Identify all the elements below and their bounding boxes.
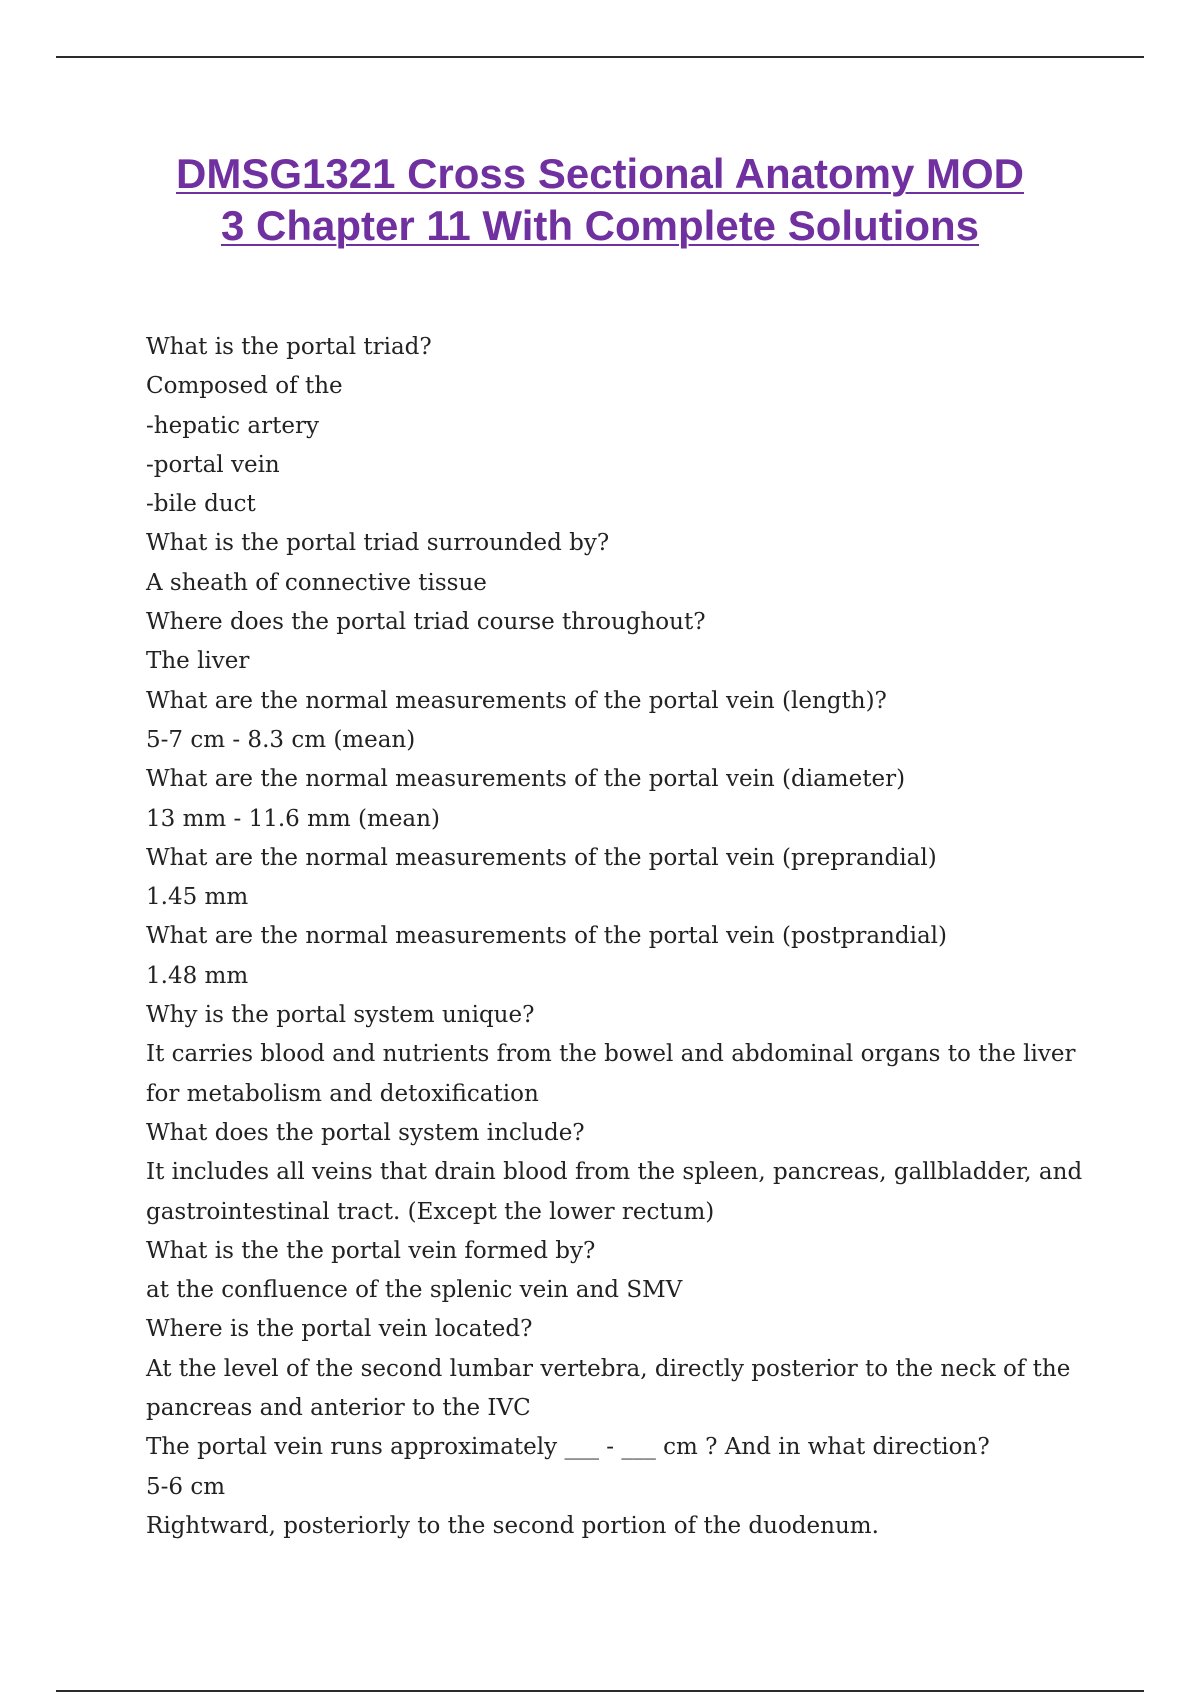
answer-line: Composed of the — [146, 373, 343, 400]
question-line: What is the the portal vein formed by? — [146, 1237, 596, 1264]
question-line: Why is the portal system unique? — [146, 1002, 535, 1029]
question-line: What is the portal triad surrounded by? — [146, 530, 610, 557]
document-title — [120, 148, 1080, 252]
question-line: What does the portal system include? — [146, 1119, 585, 1146]
question-line: What is the portal triad? — [146, 334, 432, 360]
question-line: The portal vein runs approximately ___ - ___ cm ? And in what direction? — [146, 1434, 990, 1461]
answer-line: -portal vein — [146, 451, 280, 478]
answer-line: -hepatic artery — [146, 412, 319, 439]
answer-line: for metabolism and detoxification — [146, 1080, 539, 1107]
bottom-rule — [56, 1690, 1144, 1692]
answer-line: At the level of the second lumbar vertebra, directly posterior to the neck of the — [146, 1355, 1071, 1382]
question-line: Where is the portal vein located? — [146, 1316, 533, 1343]
answer-line: It carries blood and nutrients from the bowel and abdominal organs to the liver — [146, 1041, 1076, 1068]
answer-line: pancreas and anterior to the IVC — [146, 1395, 531, 1422]
top-rule — [56, 56, 1144, 58]
answer-line: 1.45 mm — [146, 884, 249, 911]
question-line: What are the normal measurements of the portal vein (postprandial) — [146, 923, 947, 950]
question-line: What are the normal measurements of the portal vein (diameter) — [146, 766, 906, 793]
answer-line: 5-7 cm - 8.3 cm (mean) — [146, 726, 416, 753]
answer-line: 13 mm - 11.6 mm (mean) — [146, 805, 440, 832]
question-line: What are the normal measurements of the portal vein (length)? — [146, 687, 887, 714]
title-line-1: DMSG1321 Cross Sectional Anatomy MOD — [176, 150, 1024, 197]
answer-line: Rightward, posteriorly to the second portion of the duodenum. — [146, 1512, 879, 1539]
answer-line: gastrointestinal tract. (Except the lower rectum) — [146, 1198, 715, 1225]
document-body — [146, 328, 1083, 1546]
question-line: Where does the portal triad course throughout? — [146, 609, 706, 636]
title-line-2: 3 Chapter 11 With Complete Solutions — [220, 202, 980, 249]
answer-line: The liver — [146, 648, 250, 675]
answer-line: It includes all veins that drain blood from the spleen, pancreas, gallbladder, and — [146, 1159, 1083, 1186]
answer-line: at the confluence of the splenic vein and SMV — [146, 1277, 683, 1304]
answer-line: A sheath of connective tissue — [146, 569, 487, 596]
question-line: What are the normal measurements of the portal vein (preprandial) — [146, 844, 937, 871]
answer-line: 1.48 mm — [146, 962, 249, 989]
answer-line: 5-6 cm — [146, 1473, 226, 1500]
answer-line: -bile duct — [146, 491, 256, 518]
